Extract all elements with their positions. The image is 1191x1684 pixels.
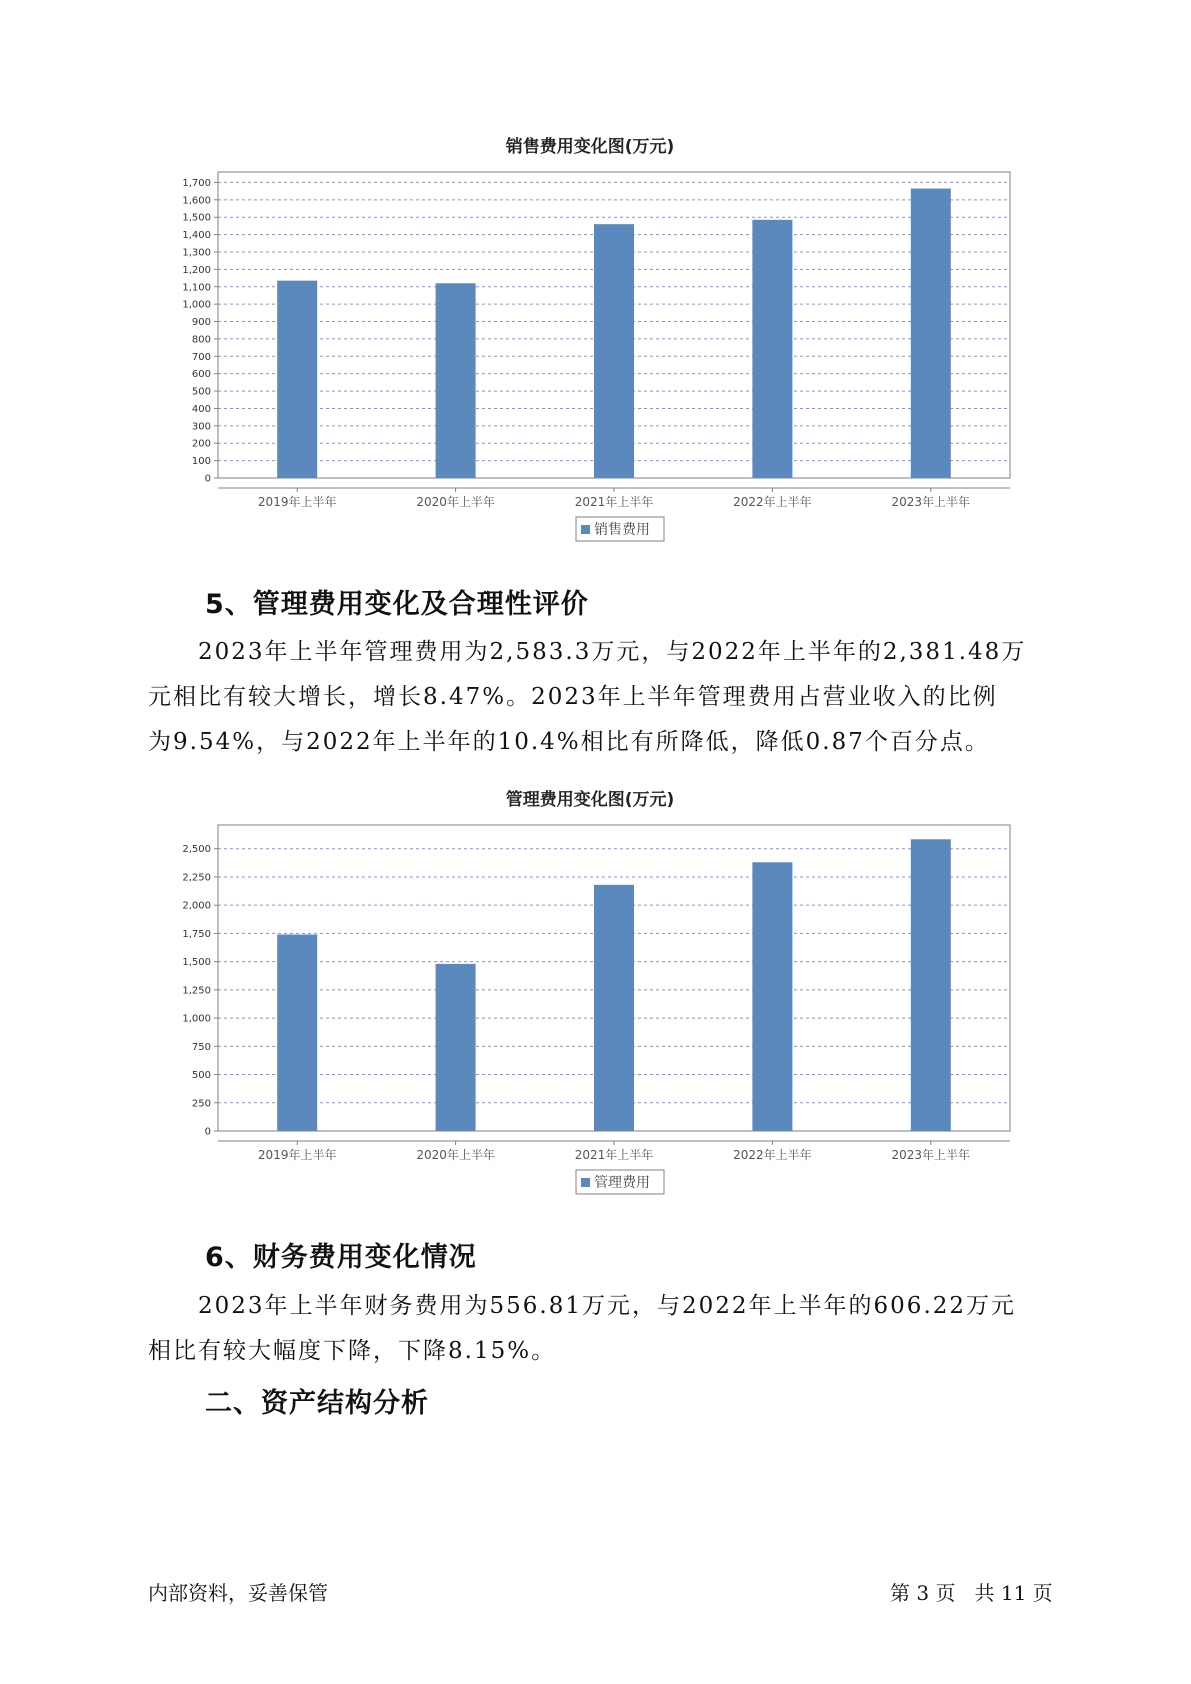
y-tick-label: 1,750 [182,928,211,940]
bar [277,281,317,478]
chart-title: 管理费用变化图(万元) [505,790,675,810]
legend-swatch [581,525,590,534]
paragraph-line: 元相比有较大增长，增长8.47%。2023年上半年管理费用占营业收入的比例 [148,684,998,710]
section-6-paragraph [148,1284,1058,1374]
y-tick-label: 900 [191,317,211,329]
admin-expense-chart [150,783,1030,1203]
y-tick-label: 1,100 [182,282,211,294]
footer-left: 内部资料，妥善保管 [148,1581,328,1605]
paragraph-line: 为9.54%，与2022年上半年的10.4%相比有所降低，降低0.87个百分点。 [148,729,990,755]
sales-expense-plot [150,130,1030,550]
paragraph-line: 2023年上半年财务费用为556.81万元，与2022年上半年的606.22万元 [198,1293,1017,1319]
y-tick-label: 200 [191,438,211,450]
bar [277,935,317,1131]
y-tick-label: 1,000 [182,1013,211,1025]
x-tick-label: 2021年上半年 [574,495,654,509]
admin-expense-plot [150,783,1030,1203]
y-tick-label: 800 [191,334,211,346]
x-tick-label: 2020年上半年 [416,1148,495,1162]
y-tick-label: 1,500 [182,212,211,224]
y-tick-label: 1,250 [182,985,211,997]
x-tick-label: 2022年上半年 [733,1148,812,1162]
legend-swatch [581,1178,590,1187]
bar [911,189,951,478]
x-tick-label: 2020年上半年 [416,495,495,509]
y-tick-label: 1,700 [182,177,211,189]
y-tick-label: 400 [191,403,211,415]
bar [436,283,476,478]
y-tick-label: 1,600 [182,195,211,207]
y-tick-label: 1,300 [182,247,211,259]
y-tick-label: 600 [191,369,211,381]
x-tick-label: 2019年上半年 [257,495,337,509]
y-tick-label: 1,500 [182,957,211,969]
y-tick-label: 0 [204,1126,211,1138]
chart-title: 销售费用变化图(万元) [505,137,675,157]
y-tick-label: 250 [191,1098,211,1110]
section-heading-6: 6、财务费用变化情况 [205,1242,477,1273]
x-tick-label: 2023年上半年 [891,495,971,509]
y-tick-label: 300 [191,421,211,433]
y-tick-label: 1,200 [182,264,211,276]
y-tick-label: 1,000 [182,299,211,311]
sales-expense-chart [150,130,1030,550]
section-heading-two: 二、资产结构分析 [205,1388,429,1419]
y-tick-label: 750 [191,1041,211,1053]
section-heading-5: 5、管理费用变化及合理性评价 [205,589,589,620]
y-tick-label: 1,400 [182,230,211,242]
x-tick-label: 2023年上半年 [891,1148,971,1162]
y-tick-label: 700 [191,351,211,363]
y-tick-label: 2,000 [182,900,211,912]
y-tick-label: 500 [191,1070,211,1082]
x-tick-label: 2021年上半年 [574,1148,654,1162]
bar [911,839,951,1131]
bar [752,220,792,478]
bar [752,862,792,1131]
paragraph-line: 相比有较大幅度下降，下降8.15%。 [148,1338,557,1364]
paragraph-line: 2023年上半年管理费用为2,583.3万元，与2022年上半年的2,381.48万 [198,639,1027,665]
bar [594,224,634,478]
y-tick-label: 0 [204,473,211,485]
x-tick-label: 2022年上半年 [733,495,812,509]
x-tick-label: 2019年上半年 [257,1148,337,1162]
y-tick-label: 2,500 [182,844,211,856]
section-5-paragraph [148,630,1058,765]
y-tick-label: 100 [191,456,211,468]
footer-page-number: 第 3 页 共 11 页 [890,1581,1053,1605]
y-tick-label: 500 [191,386,211,398]
legend-label: 销售费用 [594,522,650,538]
legend-label: 管理费用 [594,1175,650,1191]
bar [436,964,476,1131]
bar [594,885,634,1131]
y-tick-label: 2,250 [182,872,211,884]
